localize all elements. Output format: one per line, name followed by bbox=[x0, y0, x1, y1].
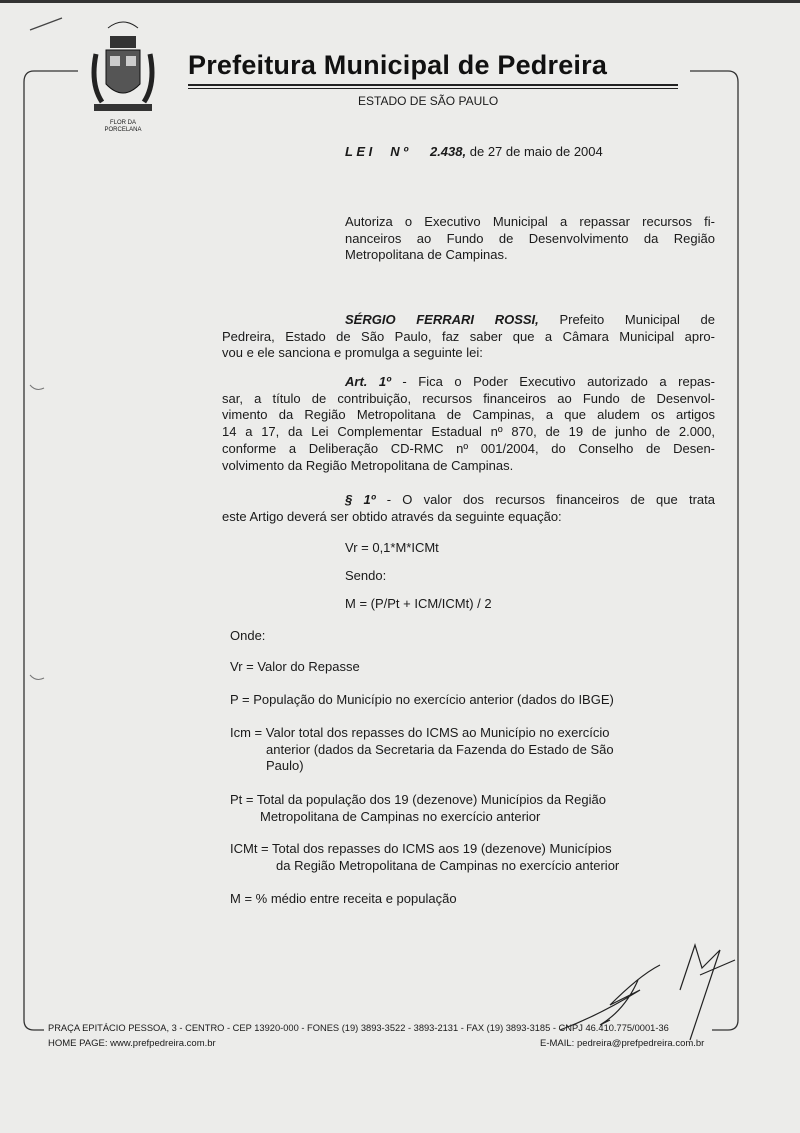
definition-icmt: ICMt = Total dos repasses do ICMS aos 19 (dezenove) Municípios da Região Metropolitana de Campinas no exercício anterior bbox=[230, 841, 620, 873]
letterhead-title: Prefeitura Municipal de Pedreira bbox=[188, 50, 608, 80]
definition-vr: Vr = Valor do Repasse bbox=[230, 659, 360, 674]
law-heading: L E I N º 2.438, de 27 de maio de 2004 bbox=[345, 144, 603, 159]
equation-vr: Vr = 0,1*M*ICMt bbox=[345, 540, 439, 555]
title-rule bbox=[188, 84, 678, 86]
preamble: SÉRGIO FERRARI ROSSI, Prefeito Municipal de Pedreira, Estado de São Paulo, faz saber que a Câmara Municipal apro- vou e ele sanciona e promulga a seguinte lei: bbox=[222, 312, 715, 361]
equation-sendo: Sendo: bbox=[345, 568, 387, 583]
footer-homepage[interactable]: HOME PAGE: www.prefpedreira.com.br bbox=[48, 1038, 216, 1049]
ementa: Autoriza o Executivo Municipal a repassar recursos fi- nanceiros ao Fundo de Desenvolvimento da Região Metropolitana de Campinas. bbox=[345, 214, 715, 263]
frame-left bbox=[24, 71, 78, 1030]
definition-pt: Pt = Total da população dos 19 (dezenove) Municípios da Região Metropolitana de Campinas no exercício anterior bbox=[230, 792, 606, 824]
definition-m: M = % médio entre receita e população bbox=[230, 891, 457, 906]
scan-marks bbox=[30, 385, 44, 679]
equation-m: M = (P/Pt + ICM/ICMt) / 2 bbox=[345, 596, 492, 611]
footer-email[interactable]: E-MAIL: pedreira@prefpedreira.com.br bbox=[540, 1038, 705, 1049]
paragraph-1: § 1º - O valor dos recursos financeiros de que trata este Artigo deverá ser obtido através da seguinte equação: bbox=[222, 492, 715, 524]
title-rule bbox=[188, 88, 678, 89]
pen-mark bbox=[30, 18, 62, 30]
footer-address: PRAÇA EPITÁCIO PESSOA, 3 - CENTRO - CEP 13920-000 - FONES (19) 3893-3522 - 3893-2131 - FAX (19) 3893-3185 - CNPJ 46.410.775/0001-36 bbox=[48, 1023, 669, 1034]
definition-p: P = População do Município no exercício anterior (dados do IBGE) bbox=[230, 692, 614, 707]
onde-label: Onde: bbox=[230, 628, 266, 643]
crest-motto: FLOR DA PORCELANA bbox=[104, 120, 142, 133]
state-label: ESTADO DE SÃO PAULO bbox=[358, 94, 499, 108]
definition-icm: Icm = Valor total dos repasses do ICMS ao Município no exercício anterior (dados da Secretaria da Fazenda do Estado de São Paulo) bbox=[230, 725, 614, 774]
article-1: Art. 1º - Fica o Poder Executivo autorizado a repas- sar, a título de contribuição, recursos financeiros ao Fundo de Desenvol- vimento da Região Metropolitana de Campinas, a que aludem os artigos 14 a 17, da Lei Complementar Estadual nº 870, de 19 de junho de 2.000, conforme a Deliberação CD-RMC nº 001/2004, do Conselho de Desen- volvimento da Região Metropolitana de Campinas. bbox=[222, 374, 715, 473]
